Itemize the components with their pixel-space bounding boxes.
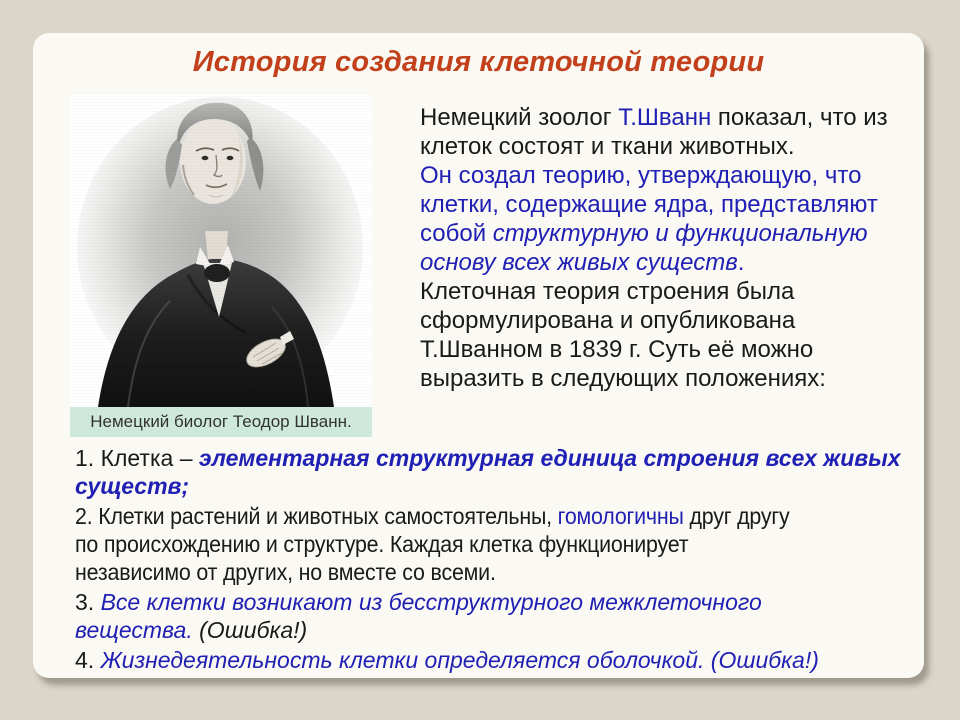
text-line bbox=[75, 646, 923, 674]
text-segment: основу всех живых существ bbox=[420, 249, 738, 276]
list-item-3 bbox=[75, 588, 923, 644]
text-segment: элементарная структурная единица строения всех живых bbox=[198, 445, 901, 471]
text-segment: 3. bbox=[75, 589, 101, 615]
text-segment: по происхождению и структуре. Каждая клетка функционирует bbox=[75, 531, 689, 557]
text-segment: . bbox=[737, 249, 745, 276]
text-segment: друг другу bbox=[683, 503, 790, 529]
text-segment: (Ошибка!) bbox=[192, 617, 308, 643]
portrait-theodor-schwann-image bbox=[70, 95, 372, 407]
text-line bbox=[420, 132, 925, 161]
portrait-etching-texture bbox=[70, 95, 372, 407]
text-segment: Клеточная теория строения была bbox=[420, 278, 795, 305]
text-line bbox=[75, 588, 923, 616]
text-segment: 2. Клетки растений и животных самостоятельны, bbox=[75, 503, 558, 529]
slide-card bbox=[33, 33, 924, 678]
text-segment: 1. Клетка – bbox=[75, 445, 199, 471]
text-line bbox=[75, 530, 864, 558]
text-line bbox=[420, 364, 925, 393]
text-segment: Жизнедеятельность клетки определяется оболочкой. (Ошибка!) bbox=[100, 647, 819, 673]
text-segment: Немецкий зоолог bbox=[420, 104, 619, 131]
page-title: История создания клеточной теории bbox=[192, 46, 765, 78]
text-segment: Т.Шванн bbox=[618, 104, 712, 131]
text-line bbox=[420, 190, 925, 219]
text-segment: клеток состоят и ткани животных. bbox=[420, 133, 795, 160]
text-line bbox=[420, 219, 925, 248]
text-segment: вещества. bbox=[75, 617, 193, 643]
text-line bbox=[420, 103, 925, 132]
portrait-caption: Немецкий биолог Теодор Шванн. bbox=[70, 407, 372, 437]
text-segment: выразить в следующих положениях: bbox=[420, 365, 826, 392]
text-line bbox=[420, 306, 925, 335]
text-segment: 4. bbox=[75, 647, 101, 673]
list-item-1 bbox=[75, 444, 923, 500]
text-line bbox=[420, 335, 925, 364]
text-line bbox=[75, 558, 864, 586]
text-segment: Он создал теорию, утверждающую, что bbox=[420, 162, 862, 189]
portrait-figure bbox=[70, 95, 372, 437]
text-segment: существ; bbox=[75, 473, 190, 499]
list-item-4 bbox=[75, 646, 923, 674]
text-line bbox=[75, 502, 864, 530]
text-line bbox=[75, 444, 923, 472]
text-segment: сформулирована и опубликована bbox=[420, 307, 796, 334]
text-segment: показал, что из bbox=[711, 104, 888, 131]
text-line bbox=[75, 472, 923, 500]
text-line bbox=[420, 277, 925, 306]
text-line bbox=[75, 616, 923, 644]
text-segment: клетки, содержащие ядра, представляют bbox=[420, 191, 878, 218]
text-segment: независимо от других, но вместе со всеми. bbox=[75, 559, 496, 585]
theory-list bbox=[75, 444, 923, 676]
text-segment: структурную и функциональную bbox=[492, 220, 868, 247]
text-segment: собой bbox=[420, 220, 493, 247]
intro-text bbox=[420, 103, 925, 393]
text-segment: Т.Шванном в 1839 г. Суть её можно bbox=[420, 336, 814, 363]
text-segment: Все клетки возникают из бесструктурного межклеточного bbox=[100, 589, 762, 615]
list-item-2 bbox=[75, 502, 864, 586]
text-line bbox=[420, 248, 925, 277]
text-segment: гомологичны bbox=[557, 503, 684, 529]
text-line bbox=[420, 161, 925, 190]
